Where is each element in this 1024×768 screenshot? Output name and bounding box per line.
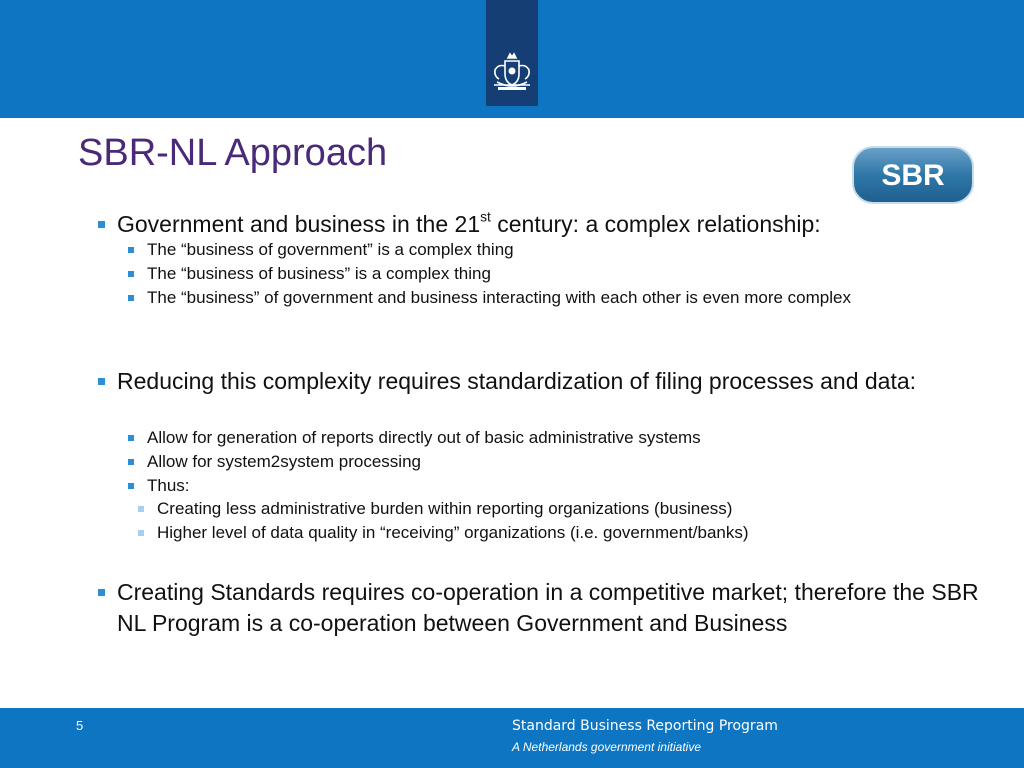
sub-sub-bullet [157, 521, 937, 545]
bullet-square-icon [128, 295, 134, 301]
sub-sub-bullet [157, 497, 937, 521]
sbr-logo [851, 145, 975, 205]
sub-bullet [147, 286, 927, 310]
bullet-reducing-complexity [117, 366, 997, 397]
header-bar [0, 0, 1024, 118]
bullet-square-icon [98, 221, 105, 228]
program-name: Standard Business Reporting Program [512, 718, 778, 734]
footer-bar [0, 708, 1024, 768]
bullet-square-icon [128, 459, 134, 465]
bullet-text: Creating Standards requires co-operation in a competitive market; therefore the SBR NL Program is a co-operation between Government and Business [117, 579, 979, 636]
bullet-text-part: century: a complex relationship: [490, 211, 821, 237]
bullet-text-part: Government and business in the 21 [117, 211, 481, 237]
sub-bullet-text: Allow for generation of reports directly out of basic administrative systems [147, 428, 701, 447]
bullet-square-icon [138, 506, 144, 512]
sub-bullet-text: The “business of government” is a complex thing [147, 240, 514, 259]
sub-bullet [147, 238, 927, 262]
superscript-st: st [480, 209, 491, 225]
bullet-square-icon [128, 483, 134, 489]
sub-sub-bullet-text: Creating less administrative burden within reporting organizations (business) [157, 499, 733, 518]
bullet-square-icon [98, 378, 105, 385]
slide-title: SBR-NL Approach [78, 132, 388, 174]
bullet-square-icon [128, 247, 134, 253]
sub-bullet [147, 262, 927, 286]
bullet-square-icon [138, 530, 144, 536]
government-emblem [486, 0, 538, 106]
sub-bullet [147, 426, 927, 450]
page-number: 5 [76, 718, 84, 733]
sub-bullet [147, 450, 927, 474]
initiative-tagline: A Netherlands government initiative [512, 740, 701, 754]
sub-bullet-text: Thus: [147, 476, 190, 495]
bullet-square-icon [128, 271, 134, 277]
bullet-square-icon [128, 435, 134, 441]
sub-bullet [147, 474, 927, 498]
bullet-text: Reducing this complexity requires standardization of filing processes and data: [117, 368, 917, 394]
bullet-government-business [117, 209, 997, 240]
sub-sub-bullet-text: Higher level of data quality in “receiving” organizations (i.e. government/banks) [157, 523, 749, 542]
bullet-creating-standards [117, 577, 987, 639]
sub-bullet-text: The “business of business” is a complex thing [147, 264, 491, 283]
sbr-logo-text: SBR [881, 159, 945, 192]
sub-bullet-text: Allow for system2system processing [147, 452, 421, 471]
bullet-square-icon [98, 589, 105, 596]
royal-coat-of-arms-icon [488, 52, 536, 96]
sub-bullet-text: The “business” of government and business interacting with each other is even more complex [147, 288, 851, 307]
